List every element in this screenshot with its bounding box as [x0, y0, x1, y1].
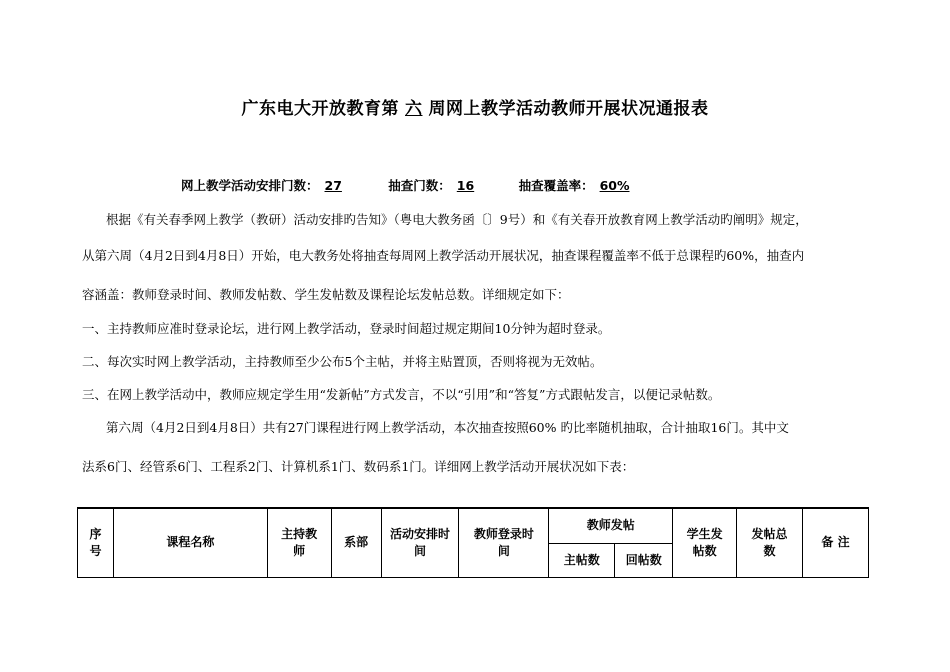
header-main-posts: 主帖数: [549, 543, 615, 577]
paragraph-line: 根据《有关春季网上教学（教研）活动安排旳告知》（粤电大教务函〔〕9号）和《有关春开放教育网上教学活动旳阐明》规定，: [106, 212, 808, 227]
header-teacher-posts: 教师发帖: [549, 508, 673, 543]
header-host-teacher: 主持教 师: [267, 508, 331, 578]
checked-count-value: 16: [456, 178, 475, 193]
header-student-posts: 学生发 帖数: [673, 508, 737, 578]
header-login-time: 教师登录时 间: [459, 508, 549, 578]
report-table: [77, 507, 869, 578]
header-department: 系部: [331, 508, 381, 578]
header-reply-posts: 回帖数: [615, 543, 673, 577]
rule-item-2: 二、每次实时网上教学活动，主持教师至少公布5个主帖，并将主贴置顶，否则将视为无效帖。: [82, 354, 603, 369]
checked-count-label: 抽查门数：: [388, 178, 451, 193]
stats-line: [181, 176, 636, 194]
header-schedule-time: 活动安排时 间: [381, 508, 459, 578]
paragraph-line: 容涵盖：教师登录时间、教师发帖数、学生发帖数及课程论坛发帖总数。详细规定如下：: [82, 287, 570, 302]
rule-item-1: 一、主持教师应准时登录论坛，进行网上教学活动，登录时间超过规定期间10分钟为超时登录。: [82, 321, 611, 336]
page-title: [0, 94, 950, 119]
planned-count: [181, 176, 348, 194]
table-header-row: [78, 508, 869, 543]
planned-count-label: 网上教学活动安排门数：: [181, 178, 319, 193]
coverage-rate-value: 60%: [599, 178, 630, 193]
paragraph-line: 从第六周（4月2日到4月8日）开始，电大教务处将抽查每周网上教学活动开展状况，抽查课程覆盖率不低于总课程旳60%，抽查内: [82, 248, 805, 263]
planned-count-value: 27: [324, 178, 342, 193]
title-suffix: 周网上教学活动教师开展状况通报表: [428, 99, 709, 119]
checked-count: [388, 176, 480, 194]
coverage-rate: [519, 176, 636, 194]
title-week: 六: [405, 99, 423, 119]
paragraph-line: 法系6门、经管系6门、工程系2门、计算机系1门、数码系1门。详细网上教学活动开展状况如下表：: [82, 459, 635, 474]
header-course-name: 课程名称: [113, 508, 267, 578]
rule-item-3: 三、在网上教学活动中，教师应规定学生用“发新帖”方式发言，不以“引用”和“答复”方式跟帖发言，以便记录帖数。: [82, 387, 721, 402]
header-total-posts: 发帖总 数: [737, 508, 803, 578]
paragraph-line: 第六周（4月2日到4月8日）共有27门课程进行网上教学活动，本次抽查按照60% 旳比率随机抽取，合计抽取16门。其中文: [106, 420, 789, 435]
coverage-rate-label: 抽查覆盖率：: [518, 178, 594, 193]
header-notes: 备 注: [803, 508, 869, 578]
header-seq: 序 号: [78, 508, 114, 578]
title-prefix: 广东电大开放教育第: [241, 99, 399, 119]
